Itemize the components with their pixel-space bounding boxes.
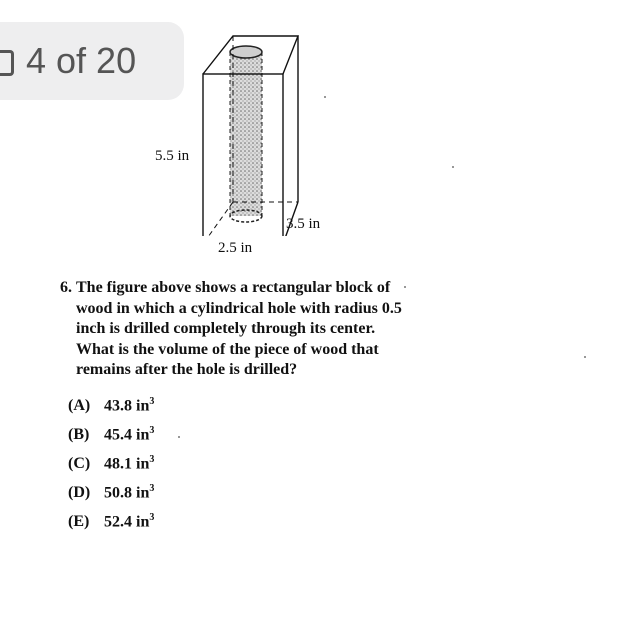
choice-c[interactable] (68, 454, 154, 483)
choice-exponent: 3 (149, 454, 155, 465)
scan-speck (584, 356, 586, 358)
choice-value: 52.4 in (104, 513, 150, 531)
choice-letter: (A) (68, 397, 91, 415)
scan-speck (404, 286, 406, 288)
choice-letter: (D) (68, 484, 91, 502)
choice-value: 43.8 in (104, 397, 150, 415)
choice-value: 50.8 in (104, 484, 150, 502)
choice-exponent: 3 (149, 396, 155, 407)
answer-choices (68, 396, 154, 541)
depth-label: 3.5 in (286, 216, 321, 232)
choice-exponent: 3 (149, 483, 155, 494)
question-text: The figure above shows a rectangular block of wood in which a cylindrical hole with radius 0.5 inch is drilled completely through its center. What is the volume of the piece of wood that remains after the hole is drilled? (76, 279, 402, 378)
choice-d[interactable] (68, 483, 154, 512)
choice-value: 45.4 in (104, 426, 150, 444)
rectangular-block-figure (140, 26, 310, 236)
choice-exponent: 3 (149, 425, 155, 436)
choice-letter: (C) (68, 455, 91, 473)
question-counter-text: 4 of 20 (26, 40, 137, 81)
choice-b[interactable] (68, 425, 154, 454)
choice-value: 48.1 in (104, 455, 150, 473)
cylinder-top-ellipse (230, 46, 262, 58)
width-label: 2.5 in (218, 240, 253, 256)
cylinder-hole (230, 52, 262, 216)
choice-a[interactable] (68, 396, 154, 425)
question-number: 6. (60, 279, 72, 296)
choice-exponent: 3 (149, 512, 155, 523)
choice-e[interactable] (68, 512, 154, 541)
scan-speck (178, 436, 180, 438)
choice-letter: (E) (68, 513, 90, 531)
scan-speck (324, 96, 326, 98)
choice-letter: (B) (68, 426, 90, 444)
scan-speck (452, 166, 454, 168)
height-label: 5.5 in (155, 148, 190, 164)
page-icon (0, 50, 14, 76)
